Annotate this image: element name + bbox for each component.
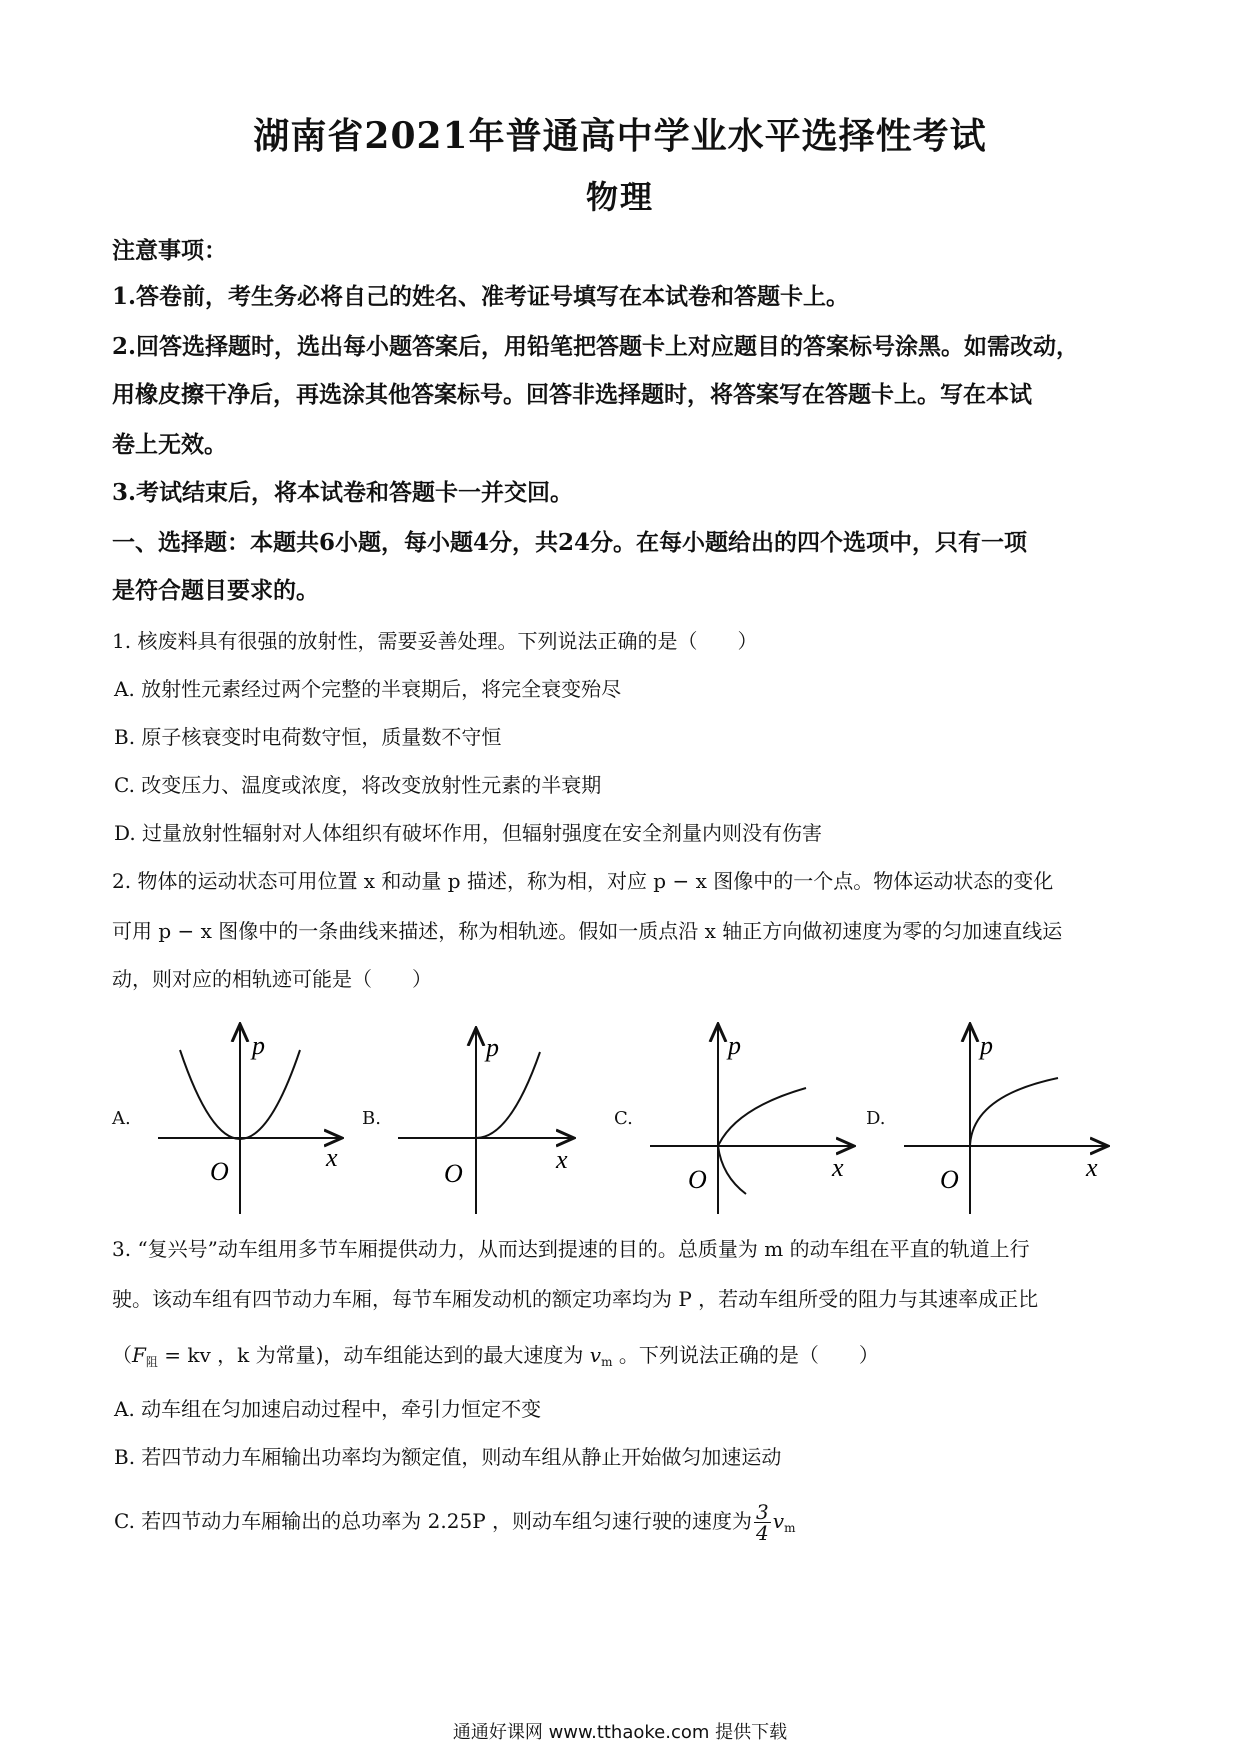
question-2-line: 可用 p − x 图像中的一条曲线来描述，称为相轨迹。假如一质点沿 x 轴正方向做初速度为零的匀加速直线运 xyxy=(112,919,1063,943)
graph-c xyxy=(646,1018,866,1218)
footer-source: 通通好课网 www.tthaoke.com 提供下载 xyxy=(452,1722,788,1743)
notice-item: 卷上无效。 xyxy=(112,431,227,458)
notice-item: 用橡皮擦干净后，再选涂其他答案标号。回答非选择题时，将答案写在答题卡上。写在本试 xyxy=(112,381,1032,408)
graph-a-axis-y: p xyxy=(252,1031,265,1060)
graph-d-axis-x: x xyxy=(1086,1153,1098,1182)
graph-a-axis-x: x xyxy=(326,1143,338,1172)
graph-a-origin: O xyxy=(210,1157,229,1186)
graph-c-axis-y: p xyxy=(728,1031,741,1060)
graph-c-origin: O xyxy=(688,1165,707,1194)
graph-d-label: D. xyxy=(866,1108,886,1129)
graph-b-axis-x: x xyxy=(556,1145,568,1174)
question-1-option-c: C. 改变压力、温度或浓度，将改变放射性元素的半衰期 xyxy=(114,773,602,797)
graph-b-axis-y: p xyxy=(486,1033,499,1062)
notice-item: 2.回答选择题时，选出每小题答案后，用铅笔把答题卡上对应题目的答案标号涂黑。如需改动， xyxy=(112,333,1080,360)
graph-d-axis-y: p xyxy=(980,1031,993,1060)
section-heading: 是符合题目要求的。 xyxy=(112,577,319,604)
notice-item: 1.答卷前，考生务必将自己的姓名、准考证号填写在本试卷和答题卡上。 xyxy=(112,283,850,310)
section-heading: 一、选择题：本题共6小题，每小题4分，共24分。在每小题给出的四个选项中，只有一项 xyxy=(112,529,1028,556)
graph-b-label: B. xyxy=(362,1108,381,1129)
question-2-line: 动，则对应的相轨迹可能是（ ） xyxy=(112,967,432,991)
question-1-option-a: A. 放射性元素经过两个完整的半衰期后，将完全衰变殆尽 xyxy=(114,677,622,701)
question-3-line: 驶。该动车组有四节动力车厢，每节车厢发动机的额定功率均为 P ，若动车组所受的阻力与其速率成正比 xyxy=(112,1287,1039,1311)
question-1-stem: 1. 核废料具有很强的放射性，需要妥善处理。下列说法正确的是（ ） xyxy=(112,629,758,653)
graph-a-label: A. xyxy=(112,1108,131,1129)
graph-a xyxy=(150,1018,360,1218)
graph-c-axis-x: x xyxy=(832,1153,844,1182)
question-3-line: 3. “复兴号”动车组用多节车厢提供动力，从而达到提速的目的。总质量为 m 的动车组在平直的轨道上行 xyxy=(112,1237,1030,1261)
question-3-line: （$F_阻$ = kv ，k 为常量)，动车组能达到的最大速度为 $v_m$ 。下列说法正确的是（ ） xyxy=(112,1343,879,1369)
question-1-option-d: D. 过量放射性辐射对人体组织有破坏作用，但辐射强度在安全剂量内则没有伤害 xyxy=(114,821,823,845)
notice-heading: 注意事项： xyxy=(112,237,227,264)
fraction: $\frac{3}{4}$ xyxy=(756,1500,769,1545)
question-3-option-a: A. 动车组在匀加速启动过程中，牵引力恒定不变 xyxy=(114,1397,542,1421)
graph-d xyxy=(900,1018,1120,1218)
graph-b-origin: O xyxy=(444,1159,463,1188)
question-3-option-b: B. 若四节动力车厢输出功率均为额定值，则动车组从静止开始做匀加速运动 xyxy=(114,1445,782,1469)
subject-title: 物理 xyxy=(585,178,654,216)
graph-b xyxy=(390,1022,590,1222)
notice-item: 3.考试结束后，将本试卷和答题卡一并交回。 xyxy=(112,479,574,506)
question-3-option-c: C. 若四节动力车厢输出的总功率为 2.25P ，则动车组匀速行驶的速度为 $\frac{3}{4}$ $v_m$ xyxy=(114,1500,796,1545)
question-1-option-b: B. 原子核衰变时电荷数守恒，质量数不守恒 xyxy=(114,725,502,749)
exam-title: 湖南省2021年普通高中学业水平选择性考试 xyxy=(253,115,987,157)
graph-d-origin: O xyxy=(940,1165,959,1194)
question-2-line: 2. 物体的运动状态可用位置 x 和动量 p 描述，称为相，对应 p − x 图像中的一个点。物体运动状态的变化 xyxy=(112,869,1054,893)
graph-c-label: C. xyxy=(614,1108,633,1129)
